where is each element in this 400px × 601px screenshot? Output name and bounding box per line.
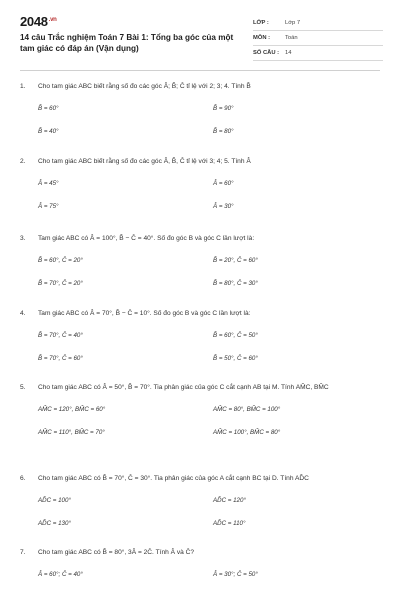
page-header bbox=[0, 0, 400, 70]
option-b[interactable]: Â = 60° bbox=[213, 180, 234, 187]
option-c[interactable]: B̂ = 70°, Ĉ = 20° bbox=[38, 280, 83, 287]
meta-row-class bbox=[253, 16, 383, 31]
question-text: Cho tam giác ABC có B̂ = 70°, Ĉ = 30°. Tia phân giác của góc A cắt cạnh BC tại D. Tính AD̂C bbox=[38, 475, 309, 482]
question-number: 6. bbox=[20, 475, 26, 482]
meta-row-count bbox=[253, 46, 383, 61]
question-4 bbox=[20, 309, 385, 362]
option-b[interactable]: Â = 30°; Ĉ = 50° bbox=[213, 571, 258, 578]
option-a[interactable]: AM̂C = 120°, BM̂C = 60° bbox=[38, 406, 106, 413]
option-b[interactable]: AM̂C = 80°, BM̂C = 100° bbox=[213, 406, 281, 413]
question-number: 2. bbox=[20, 158, 26, 165]
option-c[interactable]: B̂ = 40° bbox=[38, 128, 59, 135]
option-b[interactable]: AD̂C = 120° bbox=[213, 497, 246, 504]
meta-info bbox=[253, 16, 383, 61]
option-a[interactable]: AD̂C = 100° bbox=[38, 497, 71, 504]
question-1 bbox=[20, 82, 385, 135]
options bbox=[38, 557, 385, 601]
header-divider bbox=[20, 70, 380, 71]
question-text: Cho tam giác ABC có B̂ = 80°, 3Â = 2Ĉ. Tính Â và Ĉ? bbox=[38, 549, 195, 556]
options bbox=[38, 392, 385, 436]
meta-value: Lớp 7 bbox=[285, 20, 301, 26]
site-logo[interactable] bbox=[20, 14, 57, 29]
question-7 bbox=[20, 548, 385, 601]
option-d[interactable]: B̂ = 80° bbox=[213, 128, 234, 135]
options bbox=[38, 166, 385, 210]
question-number: 1. bbox=[20, 83, 26, 90]
options bbox=[38, 91, 385, 135]
option-a[interactable]: B̂ = 70°, Ĉ = 40° bbox=[38, 332, 83, 339]
meta-key: MÔN : bbox=[253, 35, 271, 41]
option-d[interactable]: B̂ = 50°, Ĉ = 60° bbox=[213, 355, 258, 362]
option-a[interactable]: Â = 45° bbox=[38, 180, 59, 187]
meta-key: SỐ CÂU : bbox=[253, 50, 280, 56]
meta-key: LỚP : bbox=[253, 20, 269, 26]
option-d[interactable]: AD̂C = 110° bbox=[213, 520, 246, 527]
question-number: 4. bbox=[20, 310, 26, 317]
meta-value: Toán bbox=[285, 35, 298, 41]
logo-suffix: .vn bbox=[48, 16, 57, 23]
option-b[interactable]: B̂ = 20°, Ĉ = 60° bbox=[213, 257, 258, 264]
meta-value: 14 bbox=[285, 50, 292, 56]
option-a[interactable]: Â = 60°; Ĉ = 40° bbox=[38, 571, 83, 578]
question-number: 3. bbox=[20, 235, 26, 242]
question-number: 7. bbox=[20, 549, 26, 556]
question-2 bbox=[20, 157, 385, 210]
options bbox=[38, 318, 385, 362]
question-text: Cho tam giác ABC biết rằng số đo các góc Â, B̂, Ĉ tỉ lệ với 3; 4; 5. Tính Â bbox=[38, 158, 251, 165]
option-c[interactable]: AM̂C = 110°, BM̂C = 70° bbox=[38, 429, 105, 436]
option-d[interactable]: B̂ = 80°, Ĉ = 30° bbox=[213, 280, 258, 287]
meta-row-subject bbox=[253, 31, 383, 46]
options bbox=[38, 483, 385, 527]
page-title: 14 câu Trắc nghiệm Toán 7 Bài 1: Tổng ba góc của một tam giác có đáp án (Vận dụng) bbox=[20, 33, 234, 53]
question-text: Cho tam giác ABC biết rằng số đo các góc Â; B̂; Ĉ tỉ lệ với 2; 3; 4. Tính B̂ bbox=[38, 83, 251, 90]
option-c[interactable]: B̂ = 70°, Ĉ = 60° bbox=[38, 355, 83, 362]
question-number: 5. bbox=[20, 384, 26, 391]
question-6 bbox=[20, 474, 385, 527]
options bbox=[38, 243, 385, 287]
question-text: Cho tam giác ABC có Â = 50°, B̂ = 70°. Tia phân giác của góc C cắt cạnh AB tại M. Tính AM̂C, BM̂C bbox=[38, 384, 329, 391]
logo-text: 2048 bbox=[20, 14, 48, 29]
question-text: Tam giác ABC có Â = 100°, B̂ − Ĉ = 40°. Số đo góc B và góc C lần lượt là: bbox=[38, 235, 255, 242]
option-a[interactable]: B̂ = 60°, Ĉ = 20° bbox=[38, 257, 83, 264]
option-d[interactable]: Â = 30° bbox=[213, 203, 234, 210]
option-a[interactable]: B̂ = 60° bbox=[38, 105, 59, 112]
question-text: Tam giác ABC có Â = 70°, B̂ − Ĉ = 10°. Số đo góc B và góc C lần lượt là: bbox=[38, 310, 251, 317]
option-b[interactable]: B̂ = 90° bbox=[213, 105, 234, 112]
option-d[interactable]: AM̂C = 100°, BM̂C = 80° bbox=[213, 429, 281, 436]
question-3 bbox=[20, 234, 385, 287]
question-5 bbox=[20, 383, 385, 436]
option-b[interactable]: B̂ = 60°, Ĉ = 50° bbox=[213, 332, 258, 339]
option-c[interactable]: AD̂C = 130° bbox=[38, 520, 71, 527]
option-c[interactable]: Â = 75° bbox=[38, 203, 59, 210]
